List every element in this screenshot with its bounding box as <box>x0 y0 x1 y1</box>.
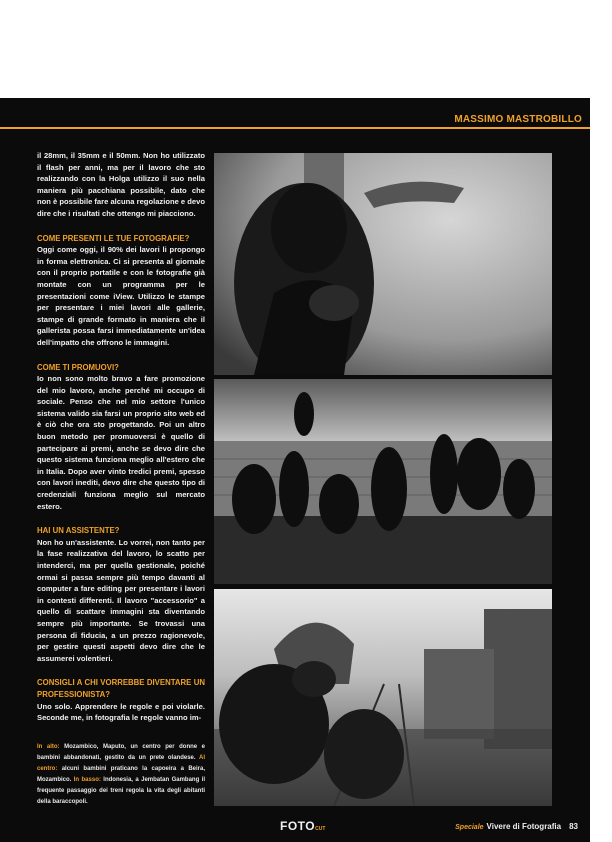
question-heading-2: COME TI PROMUOVI? <box>37 362 119 372</box>
photo-center-capoeira <box>214 379 552 584</box>
answer-2: Io non sono molto bravo a fare promozione del mio lavoro, anche perché mi occupo di sociale. Penso che nel mio settore l'unico sistema valido sia farsi un proprio sito web ed è ciò che ora sto progettando. Poi un altro buon metodo per promuoversi è quello di partecipare ai premi, anche se devo dire che questo sistema funziona meglio all'estero che in Italia. Dopo aver vinto tredici premi, spesso con lavori inediti, devo dire che questo tipo di credenziali funziona meglio sul mercato estero. <box>37 374 205 511</box>
author-name: MASSIMO MASTROBILLO <box>454 114 582 125</box>
paragraph-intro: il 28mm, il 35mm e il 50mm. Non ho utilizzato il flash per anni, ma per il lavoro che sto realizzando con la Holga utilizzo il suo nella maniera più pacchiana possibile, dato che non è possibile fare alcuna regolazione e devo dire che i risultati che ottengo mi piacciono. <box>37 151 205 218</box>
magazine-title: Vivere di Fotografia <box>486 822 562 831</box>
photo-top-child <box>214 153 552 375</box>
caption-text-center: alcuni bambini praticano la capoeira a Beira, Mozambico. <box>37 766 205 783</box>
photo-caption <box>37 742 205 808</box>
question-heading-1: COME PRESENTI LE TUE FOTOGRAFIE? <box>37 233 190 243</box>
answer-1: Oggi come oggi, il 90% dei lavori li propongo in forma elettronica. Ci si presenta al giornale con il proprio portatile e con le fotografie già montate con un programma per le presentazioni come iView. Utilizzo le stampe per presentare i miei lavori alle gallerie, stampe di grande formato in maniera che il gallerista possa farsi immediatamente un'idea dell'impatto che offrono le immagini. <box>37 245 205 347</box>
section-label: Speciale <box>455 824 484 831</box>
article-column <box>37 150 205 737</box>
caption-label-top: In alto: <box>37 744 60 750</box>
question-heading-3: HAI UN ASSISTENTE? <box>37 526 120 536</box>
magazine-logo <box>280 819 325 833</box>
caption-text-bottom: Indonesia, a Jembatan Gambang il frequente passaggio dei treni regola la vita degli abitanti della baraccopoli. <box>37 777 205 805</box>
caption-label-center: Al centro: <box>37 755 205 772</box>
footer-info <box>455 822 578 831</box>
header-rule <box>0 127 590 129</box>
logo-subtext: CUT <box>315 826 326 832</box>
logo-text: FOTO <box>280 819 316 833</box>
answer-4: Uno solo. Apprendere le regole e poi violarle. Seconde me, in fotografia le regole vanno im- <box>37 701 205 723</box>
answer-3: Non ho un'assistente. Lo vorrei, non tanto per la fase realizzativa del lavoro, lo scatto per intenderci, ma per quella gestionale, poiché ormai si passa sempre più tempo davanti al computer a fare editing per presentare i lavori in contesti differenti. Il lavoro "accessorio" a quello di scattare immagini sta diventando sempre più importante. Se trovassi una persona di fiducia, a un prezzo ragionevole, per gestire questi aspetti devo dire che le assumerei volentieri. <box>37 537 205 663</box>
caption-text-top: Mozambico, Maputo, un centro per donne e bambini abbandonati, gestito da un prete olandese. <box>37 744 205 761</box>
page-number: 83 <box>569 822 578 831</box>
photo-bottom-railway <box>214 589 552 806</box>
caption-label-bottom: In basso: <box>73 777 101 783</box>
question-heading-4: CONSIGLI A CHI VORREBBE DIVENTARE UN PROFESSIONISTA? <box>37 678 205 699</box>
